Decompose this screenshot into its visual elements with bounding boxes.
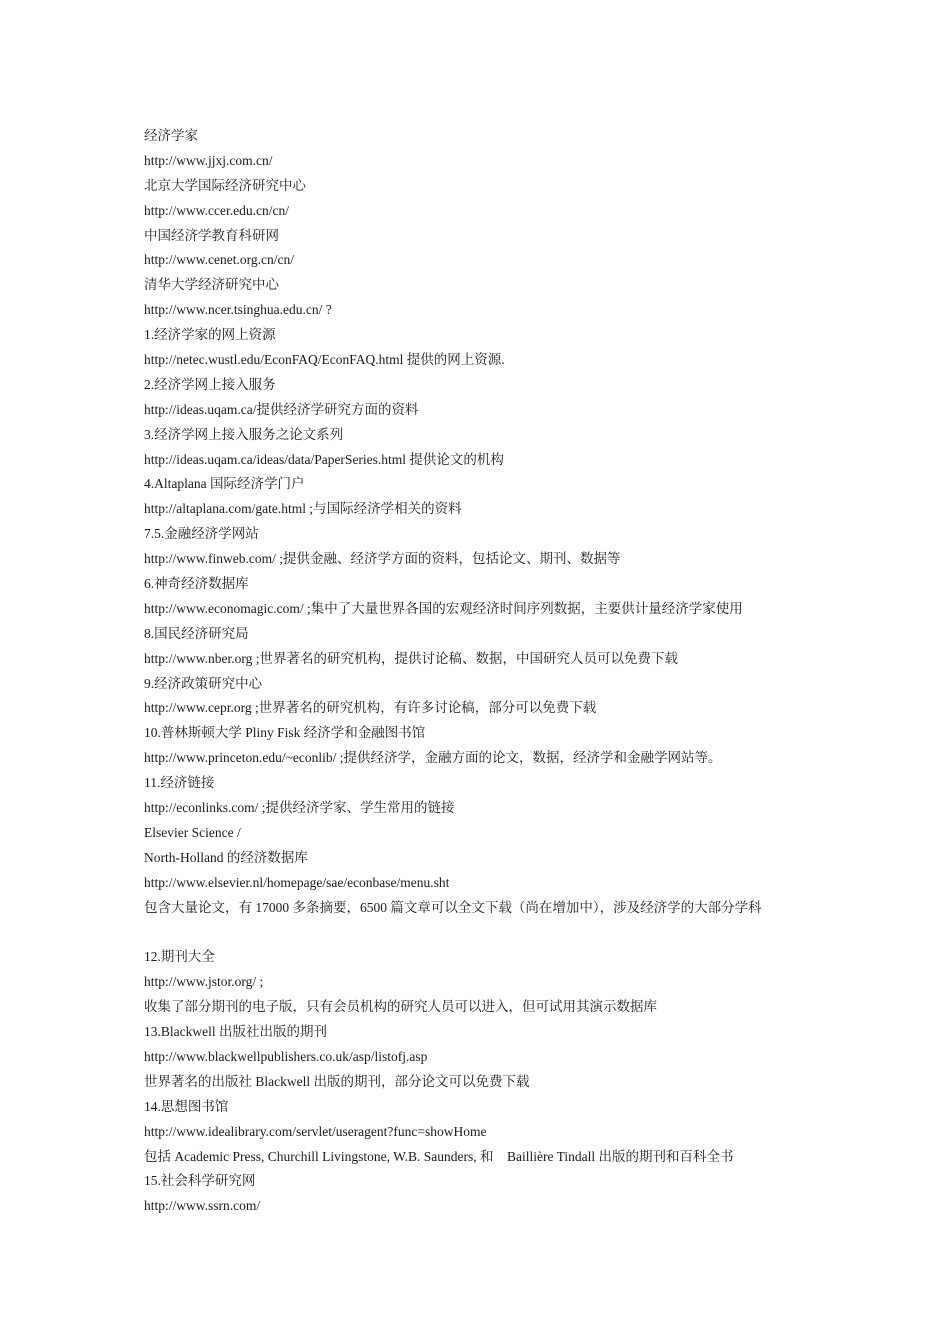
text-line: 中国经济学教育科研网 — [144, 227, 279, 243]
url-line: http://www.ssrn.com/ — [144, 1198, 261, 1214]
section-heading: 10.普林斯顿大学 Pliny Fisk 经济学和金融图书馆 — [144, 725, 426, 741]
section-heading: 3.经济学网上接入服务之论文系列 — [144, 426, 344, 442]
section-heading: 15.社会科学研究网 — [144, 1173, 256, 1189]
url-line: http://www.nber.org ;世界著名的研究机构，提供讨论稿、数据，中国研究人员可以免费下载 — [144, 650, 678, 666]
section-heading: 9.经济政策研究中心 — [144, 675, 263, 691]
url-line: http://econlinks.com/ ;提供经济学家、学生常用的链接 — [144, 800, 455, 816]
text-line: North-Holland 的经济数据库 — [144, 849, 308, 865]
text-line: 清华大学经济研究中心 — [144, 277, 279, 293]
section-heading: 1.经济学家的网上资源 — [144, 327, 276, 343]
url-line: http://www.economagic.com/ ;集中了大量世界各国的宏观经济时间序列数据，主要供计量经济学家使用 — [144, 600, 743, 616]
url-line: http://www.princeton.edu/~econlib/ ;提供经济学，金融方面的论文，数据，经济学和金融学网站等。 — [144, 750, 722, 766]
document-body — [144, 124, 844, 1219]
url-line: http://ideas.uqam.ca/ideas/data/PaperSeries.html 提供论文的机构 — [144, 451, 504, 467]
url-line: http://www.blackwellpublishers.co.uk/asp/listofj.asp — [144, 1048, 428, 1064]
url-line: http://www.jjxj.com.cn/ — [144, 152, 273, 168]
text-line: 经济学家 — [144, 128, 198, 143]
section-heading: 6.神奇经济数据库 — [144, 576, 249, 592]
url-line: http://altaplana.com/gate.html ;与国际经济学相关的资料 — [144, 501, 462, 517]
url-line: http://www.finweb.com/ ;提供金融、经济学方面的资料，包括论文、期刊、数据等 — [144, 551, 621, 567]
section-heading: 2.经济学网上接入服务 — [144, 376, 276, 392]
section-heading: 4.Altaplana 国际经济学门户 — [144, 476, 305, 492]
url-line: http://netec.wustl.edu/EconFAQ/EconFAQ.html 提供的网上资源. — [144, 352, 505, 368]
url-line: http://www.elsevier.nl/homepage/sae/econbase/menu.sht — [144, 874, 450, 890]
url-line: http://www.ncer.tsinghua.edu.cn/ ? — [144, 302, 332, 318]
text-line: Elsevier Science / — [144, 824, 241, 840]
section-heading: 14.思想图书馆 — [144, 1098, 229, 1114]
section-heading: 13.Blackwell 出版社出版的期刊 — [144, 1024, 327, 1040]
description-line: 收集了部分期刊的电子版，只有会员机构的研究人员可以进入，但可试用其演示数据库 — [144, 999, 657, 1015]
section-heading: 8.国民经济研究局 — [144, 625, 249, 641]
blank-line — [144, 921, 844, 946]
url-line: http://www.cepr.org ;世界著名的研究机构，有许多讨论稿，部分可以免费下载 — [144, 700, 597, 716]
url-line: http://www.jstor.org/ ; — [144, 974, 264, 990]
description-line: 包含大量论文，有 17000 多条摘要，6500 篇文章可以全文下载（尚在增加中），涉及经济学的大部分学科 — [144, 899, 762, 915]
url-line: http://ideas.uqam.ca/提供经济学研究方面的资料 — [144, 401, 419, 417]
url-line: http://www.cenet.org.cn/cn/ — [144, 252, 294, 268]
section-heading: 11.经济链接 — [144, 775, 215, 791]
description-line: 世界著名的出版社 Blackwell 出版的期刊，部分论文可以免费下载 — [144, 1073, 530, 1089]
section-heading: 7.5.金融经济学网站 — [144, 526, 259, 542]
section-heading: 12.期刊大全 — [144, 949, 215, 965]
url-line: http://www.idealibrary.com/servlet/useragent?func=showHome — [144, 1123, 487, 1139]
description-line: 包括 Academic Press, Churchill Livingstone, W.B. Saunders, 和 Baillière Tindall 出版的期刊和百科全书 — [144, 1148, 734, 1164]
url-line: http://www.ccer.edu.cn/cn/ — [144, 202, 289, 218]
text-line: 北京大学国际经济研究中心 — [144, 177, 306, 193]
